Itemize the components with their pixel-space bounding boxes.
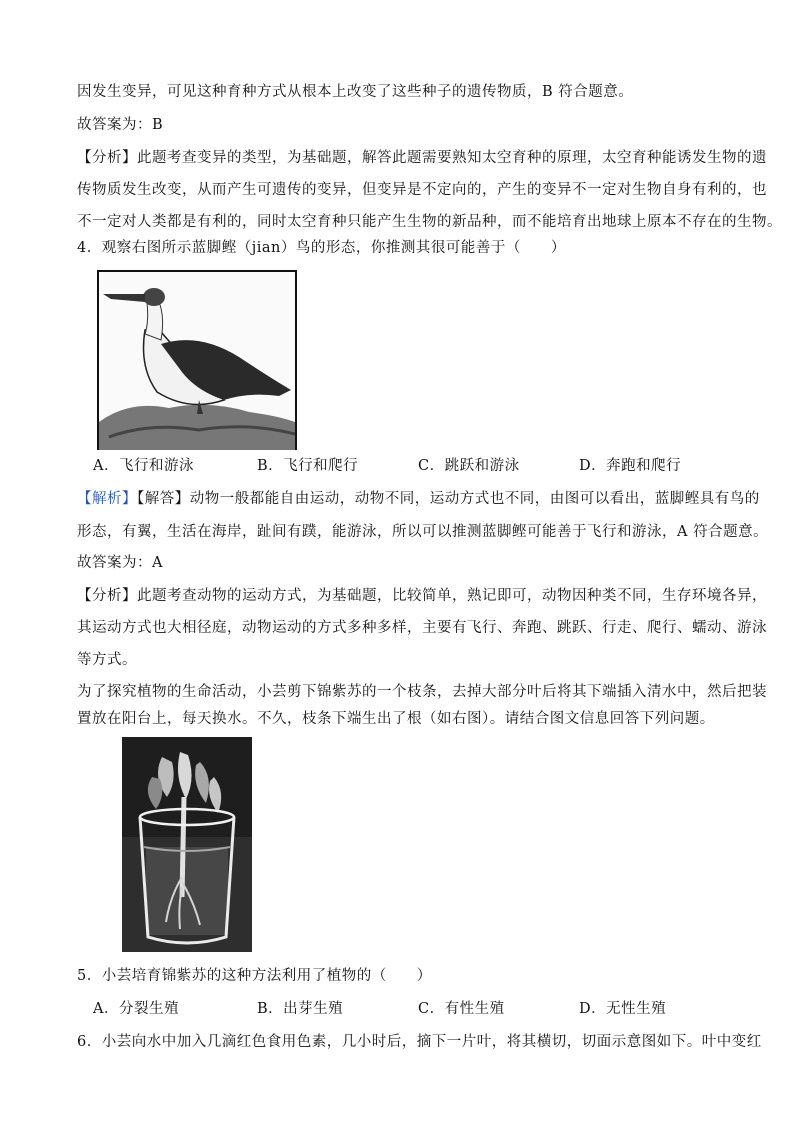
q3-text-line: 因发生变异，可见这种育种方式从根本上改变了这些种子的遗传物质，B 符合题意。 — [77, 84, 634, 100]
analysis-text: 此题考查动物的运动方式，为基础题，比较简单，熟记即可，动物因种类不同，生存环境各异， — [137, 588, 767, 604]
q5-option-b: B．出芽生殖 — [257, 1001, 344, 1017]
jiexi-tag: 【解析】 — [77, 491, 137, 507]
q6-stem: 6．小芸向水中加入几滴红色食用色素，几小时后，摘下一片叶，将其横切，切面示意图如下。叶中变红 — [77, 1034, 762, 1050]
q3-analysis-line-1 — [77, 148, 767, 168]
q3-analysis-line-3: 不一定对人类都是有利的，同时太空育种只能产生生物的新品种，而不能培育出地球上原本不存在的生物。 — [77, 214, 782, 230]
q4-option-a: A．飞行和游泳 — [93, 458, 194, 474]
q5-option-c: C．有性生殖 — [418, 1001, 505, 1017]
q4-analysis-line-1 — [77, 586, 767, 606]
q4-option-d: D．奔跑和爬行 — [579, 458, 682, 474]
blue-footed-booby-image — [97, 270, 297, 450]
q4-solution-line-1 — [77, 489, 760, 509]
coleus-cutting-photo — [122, 737, 252, 952]
solution-text: 动物一般都能自由运动，动物不同，运动方式也不同，由图可以看出，蓝脚鲣具有鸟的 — [189, 491, 760, 507]
analysis-tag: 【分析】 — [77, 588, 137, 604]
plant-in-glass-illustration — [122, 737, 252, 952]
q4-stem: 4．观察右图所示蓝脚鲣（jian）鸟的形态，你推测其很可能善于（ ） — [77, 240, 566, 256]
q4-solution-line-2: 形态，有翼，生活在海岸，趾间有蹼，能游泳，所以可以推测蓝脚鲣可能善于飞行和游泳，A 符合题意。 — [77, 524, 769, 540]
q4-option-b: B．飞行和爬行 — [257, 458, 359, 474]
q5-stem: 5．小芸培育锦紫苏的这种方法利用了植物的（ ） — [77, 968, 432, 984]
q4-option-c: C．跳跃和游泳 — [418, 458, 520, 474]
q4-analysis-line-3: 等方式。 — [77, 652, 137, 668]
bird-illustration — [99, 272, 295, 450]
q5-option-d: D．无性生殖 — [579, 1001, 667, 1017]
q4-answer: 故答案为：A — [77, 555, 163, 571]
q5-option-a: A．分裂生殖 — [93, 1001, 179, 1017]
jieda-tag: 【解答】 — [137, 491, 190, 507]
q3-analysis-line-2: 传物质发生改变，从而产生可遗传的变异，但变异是不定向的，产生的变异不一定对生物自身有利的，也 — [77, 182, 767, 198]
q4-analysis-line-2: 其运动方式也大相径庭，动物运动的方式多种多样，主要有飞行、奔跑、跳跃、行走、爬行、蠕动、游泳 — [77, 620, 767, 636]
q3-answer: 故答案为：B — [77, 117, 164, 133]
intro-line-1: 为了探究植物的生命活动，小芸剪下锦紫苏的一个枝条，去掉大部分叶后将其下端插入清水中，然后把装 — [77, 684, 767, 700]
analysis-text: 此题考查变异的类型，为基础题，解答此题需要熟知太空育种的原理，太空育种能诱发生物的遗 — [137, 150, 767, 166]
analysis-tag: 【分析】 — [77, 150, 137, 166]
intro-line-2: 置放在阳台上，每天换水。不久，枝条下端生出了根（如右图）。请结合图文信息回答下列问题。 — [77, 711, 715, 727]
